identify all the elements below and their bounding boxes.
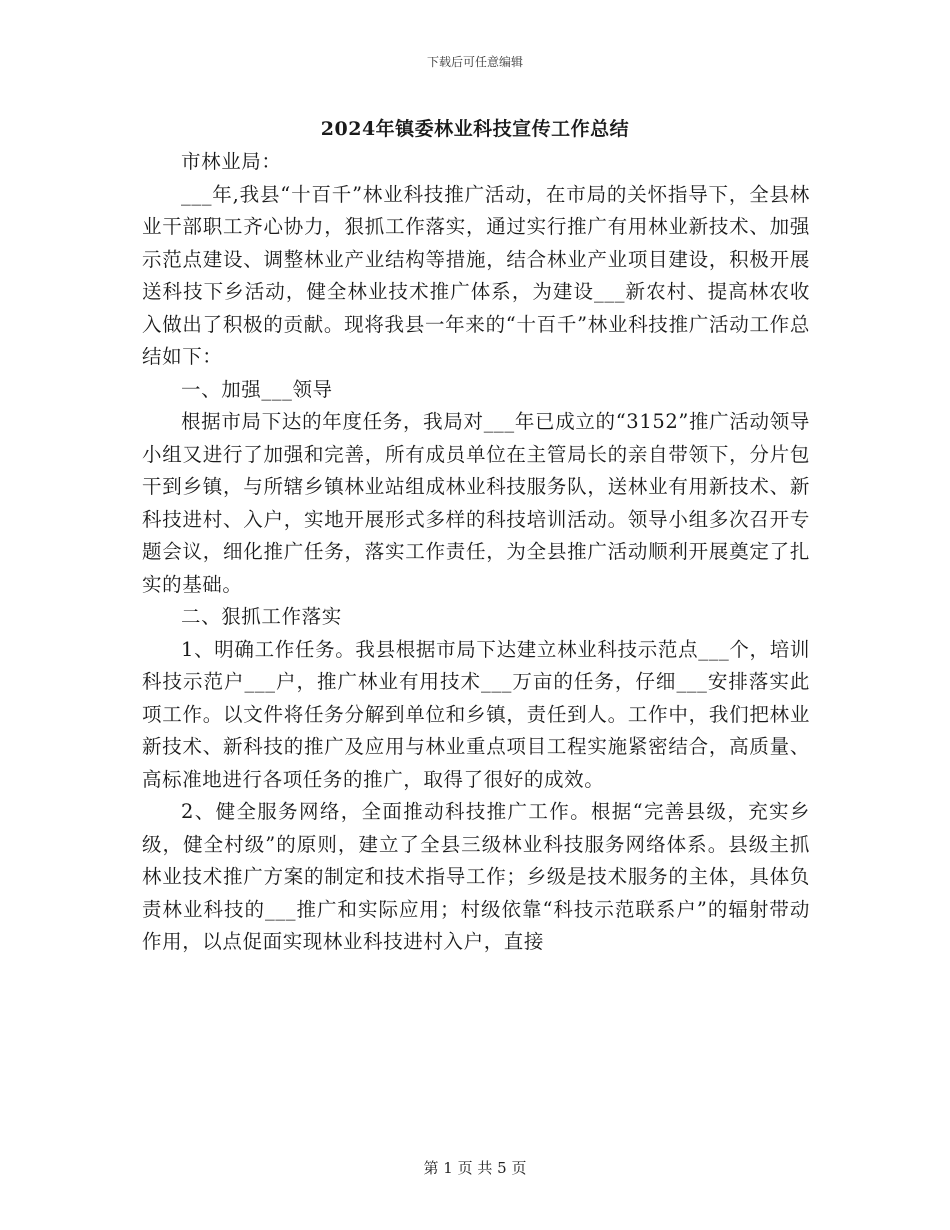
section-heading-2: 二、狠抓工作落实 xyxy=(181,605,342,628)
paragraph-network: 2、健全服务网络，全面推动科技推广工作。根据“完善县级，充实乡级，健全村级”的原则，建立了全县三级林业科技服务网络体系。县级主抓林业技术推广方案的制定和技术指导工作；乡级是技术服务的主体，具体负责林业科技的___推广和实际应用；村级依靠“科技示范联系户”的辐射带动作用，以点促面实现林业科技进村入户，直接 xyxy=(142,800,810,953)
paragraph-leadership: 根据市局下达的年度任务，我局对___年已成立的“3152”推广活动领导小组又进行了加强和完善，所有成员单位在主管局长的亲自带领下，分片包干到乡镇，与所辖乡镇林业站组成林业科技服务队，送林业有用新技术、新科技进村、入户，实地开展形式多样的科技培训活动。领导小组多次召开专题会议，细化推广任务，落实工作责任，为全县推广活动顺利开展奠定了扎实的基础。 xyxy=(142,410,810,596)
salutation: 市林业局： xyxy=(181,150,282,173)
page-footer: 第 1 页 共 5 页 xyxy=(423,1159,527,1177)
paragraph-task: 1、明确工作任务。我县根据市局下达建立林业科技示范点___个，培训科技示范户___户，推广林业有用技术___万亩的任务，仔细___安排落实此项工作。以文件将任务分解到单位和乡镇，责任到人。工作中，我们把林业新技术、新科技的推广及应用与林业重点项目工程实施紧密结合，高质量、高标准地进行各项任务的推广，取得了很好的成效。 xyxy=(142,637,810,791)
document-title: 2024年镇委林业科技宣传工作总结 xyxy=(320,118,630,140)
header-note: 下载后可任意编辑 xyxy=(426,55,523,69)
paragraph-intro: ___年,我县“十百千”林业科技推广活动，在市局的关怀指导下，全县林业干部职工齐心协力，狠抓工作落实，通过实行推广有用林业新技术、加强示范点建设、调整林业产业结构等措施，结合林业产业项目建设，积极开展送科技下乡活动，健全林业技术推广体系，为建设___新农村、提高林农收入做出了积极的贡献。现将我县一年来的“十百千”林业科技推广活动工作总结如下： xyxy=(142,182,810,368)
document-body xyxy=(142,146,810,959)
section-heading-1: 一、加强___领导 xyxy=(181,377,333,401)
